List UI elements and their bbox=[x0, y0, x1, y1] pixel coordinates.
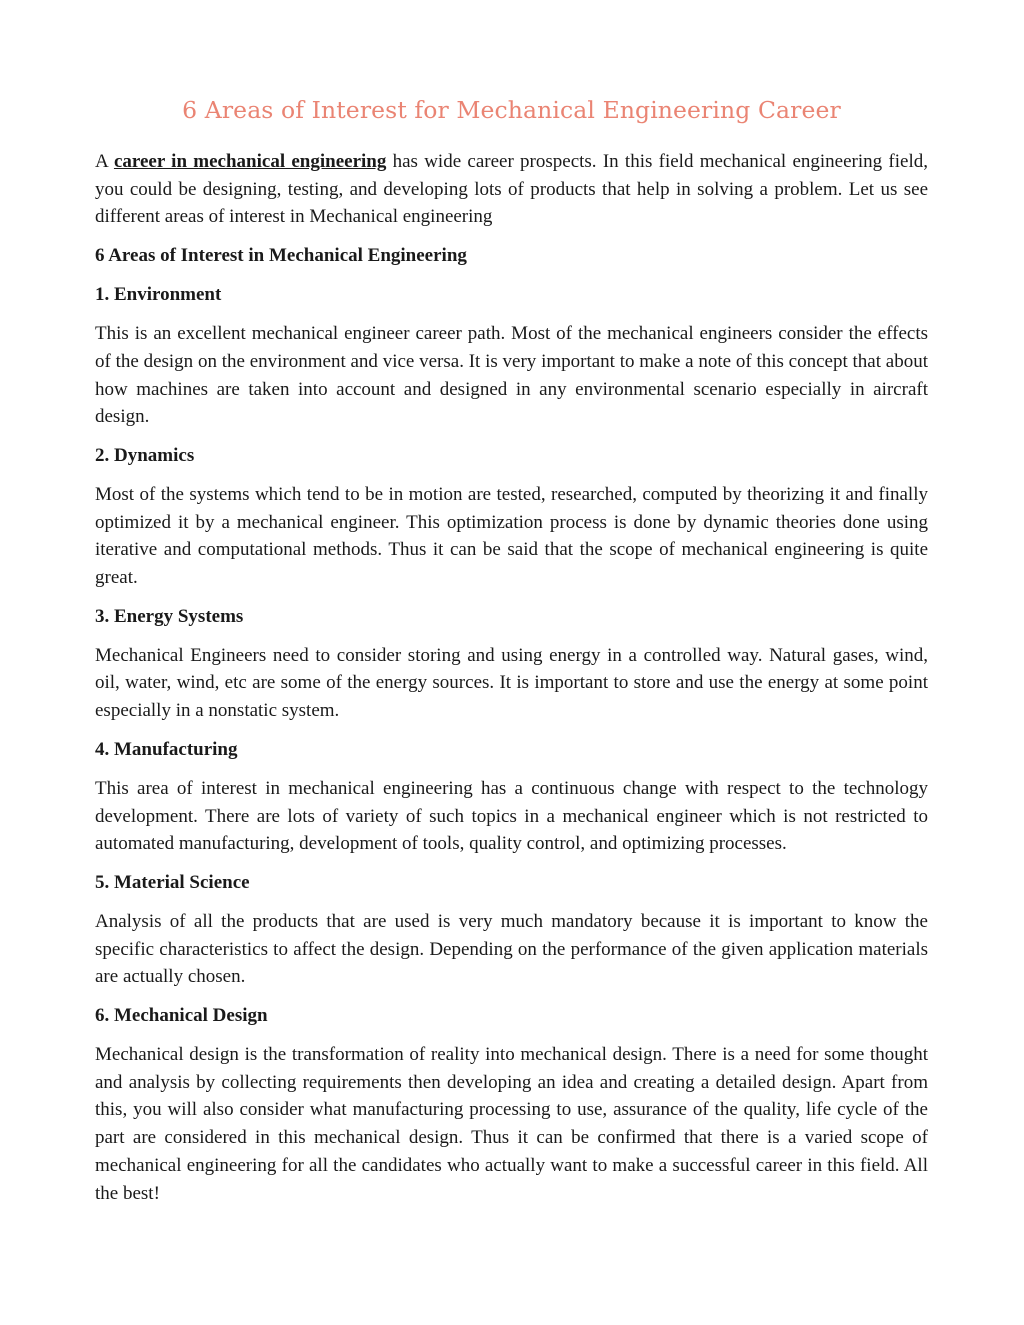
section-body-mechanical-design: Mechanical design is the transformation of reality into mechanical design. There is a need for some thought and analysis by collecting requirements then developing an idea and creating a detailed design. Apart from this, you will also consider what manufacturing processing to use, assurance of the quality, life cycle of the part are considered in this mechanical design. Thus it can be confirmed that there is a varied scope of mechanical engineering for all the candidates who actually want to make a successful career in this field. All the best! bbox=[95, 1044, 928, 1204]
section-heading-dynamics: 2. Dynamics bbox=[95, 444, 195, 466]
document-page bbox=[95, 92, 928, 1218]
section-body-energy-systems: Mechanical Engineers need to consider storing and using energy in a controlled way. Natural gases, wind, oil, water, wind, etc are some of the energy sources. It is important to store and use the energy at some point especially in a nonstatic system. bbox=[95, 644, 928, 722]
section-heading-energy-systems: 3. Energy Systems bbox=[95, 605, 244, 627]
intro-suffix: has wide career prospects. In this field mechanical engineering field, you could be designing, testing, and developing lots of products that help in solving a problem. Let us see different areas of interest in Mechanical engineering bbox=[95, 151, 928, 228]
section-heading-manufacturing: 4. Manufacturing bbox=[95, 738, 238, 760]
section-body-manufacturing: This area of interest in mechanical engineering has a continuous change with respect to the technology development. There are lots of variety of such topics in a mechanical engineer which is not restricted to automated manufacturing, development of tools, quality control, and optimizing processes. bbox=[95, 777, 928, 855]
section-body-dynamics: Most of the systems which tend to be in motion are tested, researched, computed by theorizing it and finally optimized it by a mechanical engineer. This optimization process is done by dynamic theories done using iterative and computational methods. Thus it can be said that the scope of mechanical engineering is quite great. bbox=[95, 483, 928, 589]
career-link[interactable]: career in mechanical engineering bbox=[113, 151, 387, 172]
subtitle: 6 Areas of Interest in Mechanical Engineering bbox=[95, 245, 467, 267]
section-body-material-science: Analysis of all the products that are used is very much mandatory because it is important to know the specific characteristics to affect the design. Depending on the performance of the given application materials are actually chosen. bbox=[95, 910, 928, 988]
document-title: 6 Areas of Interest for Mechanical Engineering Career bbox=[182, 96, 841, 124]
intro-paragraph bbox=[95, 148, 928, 231]
section-heading-material-science: 5. Material Science bbox=[95, 871, 250, 893]
section-body-environment: This is an excellent mechanical engineer career path. Most of the mechanical engineers consider the effects of the design on the environment and vice versa. It is very important to make a note of this concept that about how machines are taken into account and designed in any environmental scenario especially in aircraft design. bbox=[95, 323, 928, 428]
section-heading-environment: 1. Environment bbox=[95, 284, 222, 306]
intro-prefix: A bbox=[95, 151, 114, 172]
section-heading-mechanical-design: 6. Mechanical Design bbox=[95, 1005, 268, 1027]
